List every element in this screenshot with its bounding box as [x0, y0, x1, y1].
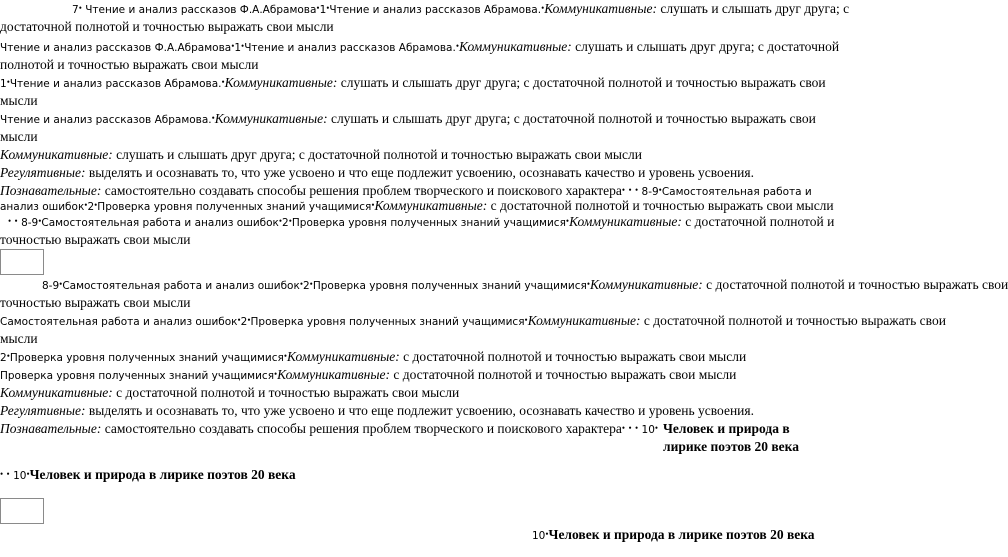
text-line-4: полнотой и точностью выражать свои мысли [0, 57, 259, 72]
text-line-5: 1•Чтение и анализ рассказов Абрамова.•Коммуникативные: слушать и слышать друг друга; с достаточной полнотой и точностью выражать свои [0, 75, 826, 90]
label-communicative: Коммуникативные: [544, 1, 657, 16]
text-line-20: Проверка уровня полученных знаний учащимися•Коммуникативные: с достаточной полнотой и точностью выражать свои мысли [0, 367, 737, 382]
text-line-1: 7• Чтение и анализ рассказов Ф.А.Абрамова•1•Чтение и анализ рассказов Абрамова.•Коммуникативные: слушать и слышать друг друга; с [72, 1, 850, 16]
label-cognitive: Познавательные: [0, 183, 102, 198]
text-line-6: мысли [0, 93, 38, 108]
text-line-11: Познавательные: самостоятельно создавать способы решения проблем творческого и поискового характера• • • 8-9•Самостоятельная работа и [0, 183, 812, 198]
text-line-12: анализ ошибок•2•Проверка уровня полученных знаний учащимися•Коммуникативные: с достаточной полнотой и точностью выражать свои мысли [0, 198, 834, 213]
text-line-22: Регулятивные: выделять и осознавать то, что уже усвоено и что еще подлежит усвоению, осознавать качество и уровень усвоения. [0, 403, 754, 418]
text-line-25: • • 10•Человек и природа в лирике поэтов 20 века [0, 467, 296, 482]
empty-box-2 [0, 498, 44, 524]
text-line-8: мысли [0, 129, 38, 144]
text-line-14: точностью выражать свои мысли [0, 232, 191, 247]
text-line-9: Коммуникативные: слушать и слышать друг друга; с достаточной полнотой и точностью выражать свои мысли [0, 147, 642, 162]
text-line-13: • • 8-9•Самостоятельная работа и анализ ошибок•2•Проверка уровня полученных знаний учащимися•Коммуникативные: с достаточной полнотой и [8, 214, 835, 229]
lesson-number: 7 [72, 4, 79, 16]
text-line-7: Чтение и анализ рассказов Абрамова.•Коммуникативные: слушать и слышать друг друга; с достаточной полнотой и точностью выражать свои [0, 111, 816, 126]
text-line-24 [663, 420, 816, 456]
topic-reading: Чтение и анализ рассказов Ф.А.Абрамова [85, 4, 317, 16]
text-line-10: Регулятивные: выделять и осознавать то, что уже усвоено и что еще подлежит усвоению, осознавать качество и уровень усвоения. [0, 165, 754, 180]
text-line-21: Коммуникативные: с достаточной полнотой и точностью выражать свои мысли [0, 385, 460, 400]
text-line-16: точностью выражать свои мысли [0, 295, 191, 310]
text-line-3: Чтение и анализ рассказов Ф.А.Абрамова•1•Чтение и анализ рассказов Абрамова.•Коммуникативные: слушать и слышать друг друга; с достаточной [0, 39, 840, 54]
text-line-26: 10•Человек и природа в лирике поэтов 20 века [532, 527, 815, 542]
label-regulative: Регулятивные: [0, 165, 86, 180]
text-line-2: достаточной полнотой и точностью выражать свои мысли [0, 19, 334, 34]
text-line-15: 8-9•Самостоятельная работа и анализ ошибок•2•Проверка уровня полученных знаний учащимися•Коммуникативные: с достаточной полнотой и точностью выражать свои [42, 277, 1008, 292]
text-line-17: Самостоятельная работа и анализ ошибок•2•Проверка уровня полученных знаний учащимися•Коммуникативные: с достаточной полнотой и точностью выражать свои [0, 313, 946, 328]
topic-nature: Человек и природа в лирике поэтов 20 века [663, 421, 799, 454]
text-line-18: мысли [0, 331, 38, 346]
text-line-23: Познавательные: самостоятельно создавать способы решения проблем творческого и поискового характера• • • 10• [0, 421, 659, 436]
empty-box-1 [0, 249, 44, 275]
text-line-19: 2•Проверка уровня полученных знаний учащимися•Коммуникативные: с достаточной полнотой и точностью выражать свои мысли [0, 349, 747, 364]
